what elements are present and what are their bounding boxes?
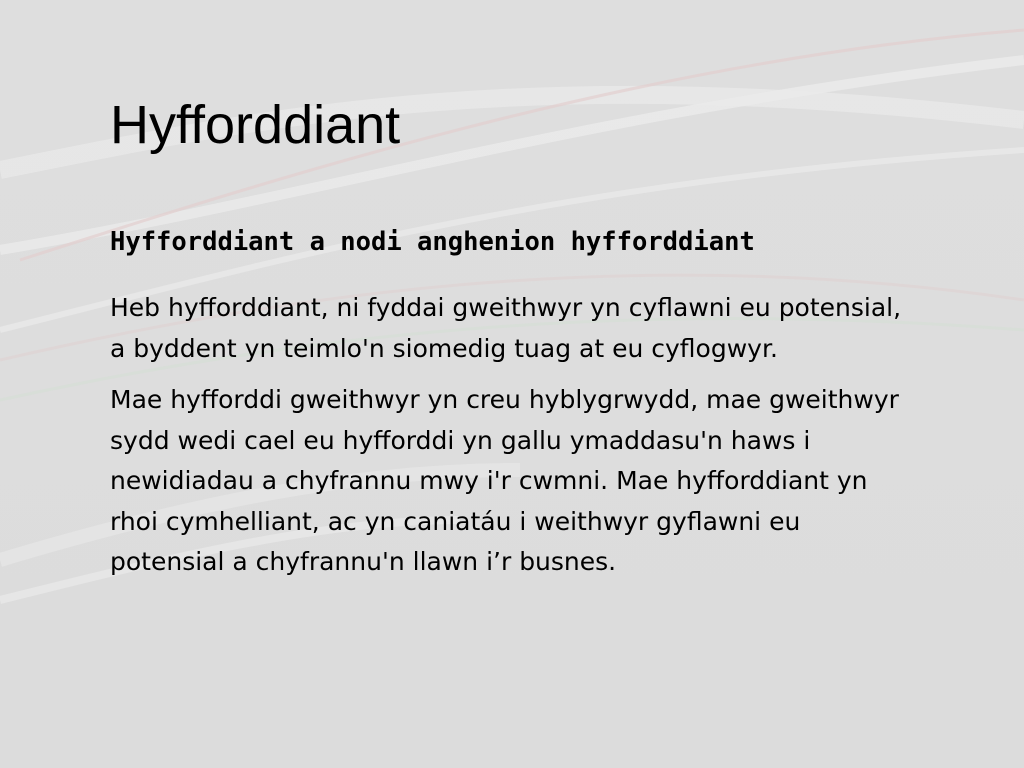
slide-content xyxy=(110,222,910,594)
body-paragraph-2: Mae hyfforddi gweithwyr yn creu hyblygrwydd, mae gweithwyr sydd wedi cael eu hyfforddi yn gallu ymaddasu'n haws i newidiadau a chyfrannu mwy i'r cwmni. Mae hyfforddiant yn rhoi cymhelliant, ac yn caniatáu i weithwyr gyflawni eu potensial a chyfrannu'n llawn i’r busnes. xyxy=(110,385,899,576)
slide-subheading: Hyfforddiant a nodi anghenion hyfforddiant xyxy=(110,227,755,257)
slide-title: Hyfforddiant xyxy=(110,95,401,155)
body-paragraph-1: Heb hyfforddiant, ni fyddai gweithwyr yn cyflawni eu potensial, a byddent yn teimlo'n siomedig tuag at eu cyflogwyr. xyxy=(110,293,902,363)
